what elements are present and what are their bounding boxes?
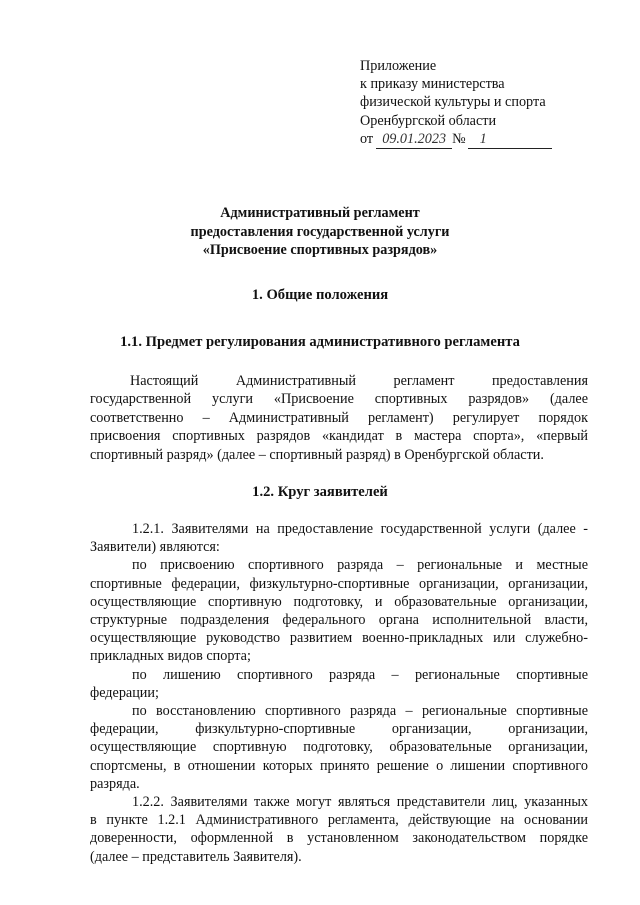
order-date-number-line bbox=[360, 130, 600, 149]
paragraph-line: 1.2.2. Заявителями также могут являться представители лиц, указанных bbox=[132, 794, 588, 811]
annex-line: Приложение bbox=[360, 58, 437, 74]
paragraph-line: Заявители) являются: bbox=[90, 539, 220, 556]
section-1-2-body bbox=[90, 520, 588, 866]
paragraph-line: осуществляющие руководство развитием военно-прикладных или служебно- bbox=[90, 630, 588, 647]
annex-line: к приказу министерства bbox=[360, 76, 505, 93]
annex-line: Оренбургской области bbox=[360, 112, 497, 129]
paragraph-line: спортивные федерации, физкультурно-спортивные организации, организации, bbox=[90, 575, 588, 592]
annex-block bbox=[360, 57, 600, 149]
paragraph-line: доверенности, оформленной в установленном законодательством порядке bbox=[90, 830, 588, 847]
paragraph-line: государственной услуги «Присвоение спортивных разрядов» (далее bbox=[90, 391, 588, 408]
paragraph-line: осуществляющие спортивную подготовку, образовательные организации, bbox=[90, 739, 588, 756]
number-sign: № bbox=[452, 130, 466, 147]
paragraph-line: спортивный разряд» (далее – спортивный разряд) в Оренбургской области. bbox=[90, 446, 544, 463]
paragraph-line: Настоящий Административный регламент предоставления bbox=[130, 373, 588, 389]
paragraph-line: по присвоению спортивного разряда – региональные и местные bbox=[132, 557, 588, 574]
paragraph-line: по лишению спортивного разряда – региональные спортивные bbox=[132, 666, 588, 683]
paragraph-line: в пункте 1.2.1 Административного регламента, действующие на основании bbox=[90, 812, 588, 829]
section-1-heading: 1. Общие положения bbox=[251, 287, 389, 303]
order-prefix: от bbox=[360, 130, 374, 147]
document-title bbox=[0, 204, 640, 260]
title-line-3: «Присвоение спортивных разрядов» bbox=[202, 242, 438, 259]
paragraph-line: структурные подразделения федерального органа исполнительной власти, bbox=[90, 612, 588, 629]
section-1-2-heading: 1.2. Круг заявителей bbox=[252, 484, 388, 500]
section-1-1-heading: 1.1. Предмет регулирования административного регламента bbox=[120, 334, 520, 350]
paragraph-line: по восстановлению спортивного разряда – региональные спортивные bbox=[132, 703, 588, 720]
paragraph-line: разряда. bbox=[90, 775, 140, 792]
title-line-2: предоставления государственной услуги bbox=[190, 223, 450, 240]
paragraph-line: прикладных видов спорта; bbox=[90, 648, 251, 665]
paragraph-line: федерации, физкультурно-спортивные организации, организации, bbox=[90, 721, 588, 738]
paragraph-line: осуществляющие спортивную подготовку, и образовательные организации, bbox=[90, 593, 588, 610]
order-date-handwritten: 09.01.2023 bbox=[376, 130, 452, 149]
order-number-handwritten: 1 bbox=[468, 130, 552, 149]
paragraph-line: (далее – представитель Заявителя). bbox=[90, 848, 302, 865]
paragraph-line: 1.2.1. Заявителями на предоставление государственной услуги (далее - bbox=[132, 521, 588, 537]
section-1-1-paragraph bbox=[90, 372, 588, 464]
paragraph-line: федерации; bbox=[90, 684, 159, 701]
paragraph-line: присвоения спортивных разрядов «кандидат в мастера спорта», «первый bbox=[90, 428, 588, 445]
paragraph-line: соответственно – Административный регламент) регулирует порядок bbox=[90, 409, 588, 426]
title-line-1: Административный регламент bbox=[220, 205, 420, 221]
paragraph-line: спортсмены, в отношении которых принято решение о лишении спортивного bbox=[90, 757, 588, 774]
annex-line: физической культуры и спорта bbox=[360, 94, 546, 111]
